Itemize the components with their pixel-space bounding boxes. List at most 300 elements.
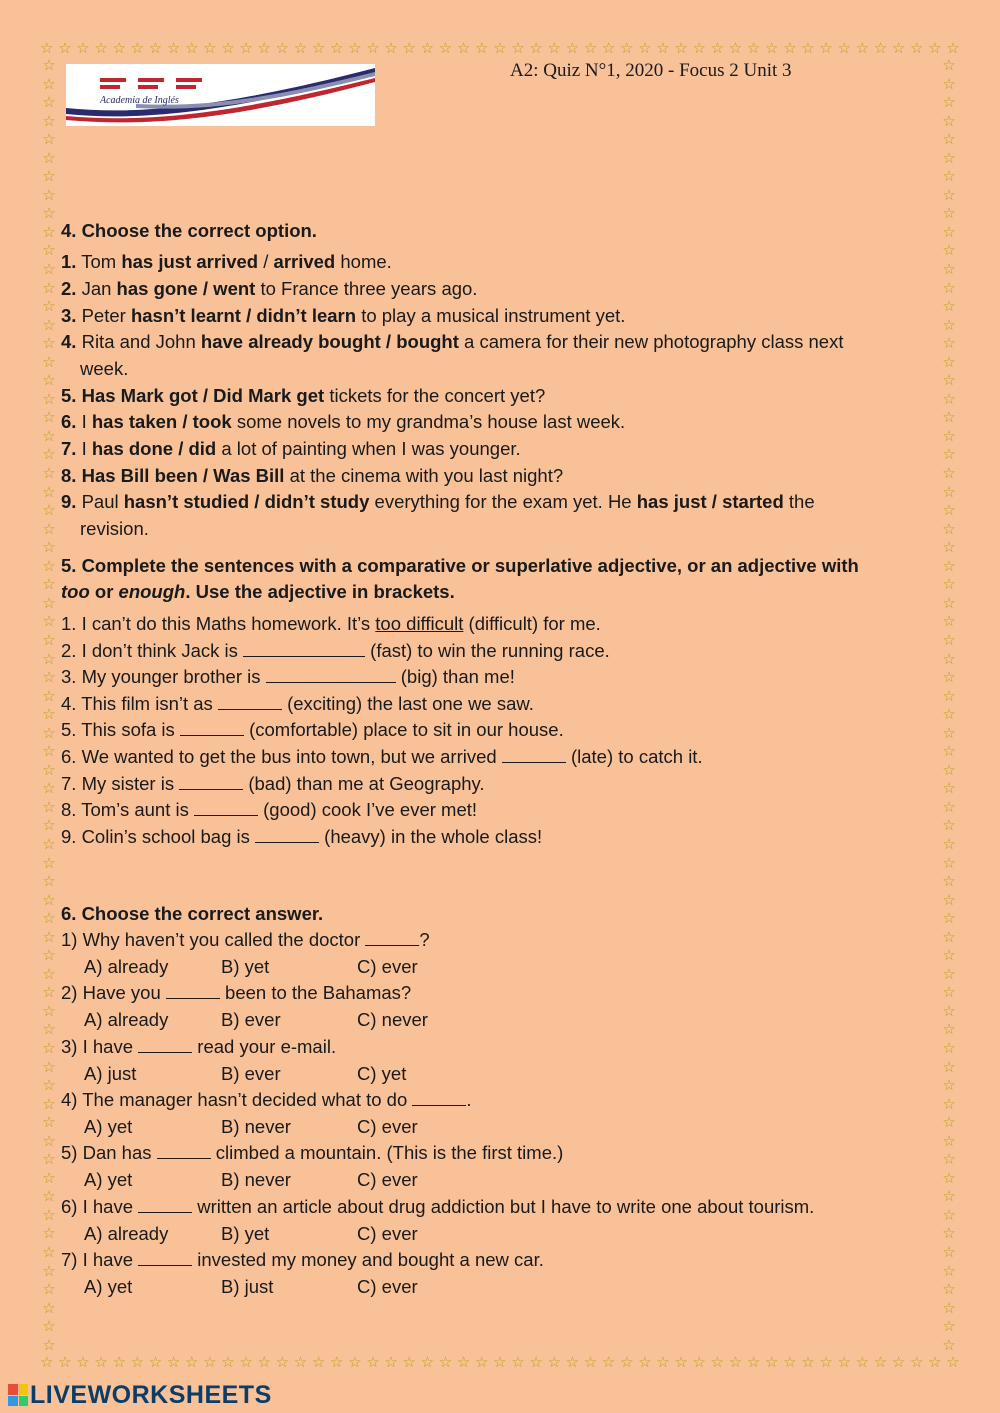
star-icon: ☆ xyxy=(746,40,761,57)
item-text: 6. We wanted to get the bus into town, but we arrived xyxy=(61,746,502,767)
answer-blank[interactable] xyxy=(243,639,365,657)
star-icon: ☆ xyxy=(42,780,56,798)
star-icon: ☆ xyxy=(855,40,870,57)
choice-options[interactable]: arrived xyxy=(273,251,336,272)
star-icon: ☆ xyxy=(257,1354,271,1371)
star-icon: ☆ xyxy=(42,1206,56,1224)
item-text: Rita and John xyxy=(81,331,201,352)
star-icon: ☆ xyxy=(148,1354,163,1371)
star-icon: ☆ xyxy=(42,75,56,93)
item-text: a camera for their new photography class next xyxy=(458,331,844,352)
star-icon: ☆ xyxy=(402,1354,416,1371)
star-icon: ☆ xyxy=(185,1354,199,1371)
item-text: everything for the exam yet. He xyxy=(369,491,637,512)
item-text: (comfortable) place to sit in our house. xyxy=(243,719,564,741)
answer-option[interactable]: A) just xyxy=(84,1062,137,1084)
answer-blank[interactable] xyxy=(218,692,282,710)
star-icon: ☆ xyxy=(94,1354,108,1371)
fill-item xyxy=(61,665,515,689)
question-text: 5) Dan has xyxy=(61,1142,157,1164)
star-icon: ☆ xyxy=(42,94,56,112)
answer-option[interactable]: C) ever xyxy=(357,1115,418,1137)
item-text: 2. I don’t think Jack is xyxy=(61,639,244,661)
star-icon: ☆ xyxy=(420,1354,435,1371)
star-icon: ☆ xyxy=(42,761,56,779)
star-icon: ☆ xyxy=(942,631,956,649)
star-icon: ☆ xyxy=(42,502,56,520)
fill-item xyxy=(61,798,477,822)
item-text: the xyxy=(783,491,815,512)
option-item xyxy=(61,464,563,488)
answer-option[interactable]: C) never xyxy=(357,1009,428,1031)
star-icon: ☆ xyxy=(76,40,90,57)
star-icon: ☆ xyxy=(42,1244,56,1261)
item-text: Peter xyxy=(81,305,131,326)
fill-item xyxy=(61,612,601,636)
star-icon: ☆ xyxy=(42,465,56,483)
item-number: 3. xyxy=(61,305,77,326)
star-border-right xyxy=(940,58,958,1354)
answer-option[interactable]: B) yet xyxy=(221,956,270,977)
star-icon: ☆ xyxy=(42,446,56,464)
star-icon: ☆ xyxy=(942,502,956,520)
star-icon: ☆ xyxy=(42,149,56,167)
star-icon: ☆ xyxy=(493,1354,507,1371)
star-icon: ☆ xyxy=(42,279,56,297)
star-icon: ☆ xyxy=(58,1354,72,1371)
star-icon: ☆ xyxy=(942,539,956,557)
star-icon: ☆ xyxy=(942,650,956,668)
star-icon: ☆ xyxy=(42,650,56,668)
item-number: 9. xyxy=(61,491,77,512)
star-icon: ☆ xyxy=(42,390,56,408)
star-icon: ☆ xyxy=(42,947,56,965)
star-icon: ☆ xyxy=(311,40,326,57)
star-icon: ☆ xyxy=(257,40,271,57)
star-icon: ☆ xyxy=(942,149,956,167)
item-text: (exciting) the last one we saw. xyxy=(281,692,534,714)
school-logo xyxy=(66,64,375,126)
star-icon: ☆ xyxy=(601,40,616,57)
star-icon: ☆ xyxy=(275,1354,290,1371)
star-icon: ☆ xyxy=(942,557,956,575)
item-text: I xyxy=(81,438,92,459)
star-icon: ☆ xyxy=(366,1354,380,1371)
star-icon: ☆ xyxy=(42,427,56,445)
star-icon: ☆ xyxy=(638,40,652,57)
star-icon: ☆ xyxy=(511,1354,525,1371)
question-text: 2) Have you xyxy=(61,982,166,1004)
star-icon: ☆ xyxy=(42,409,56,427)
star-icon: ☆ xyxy=(511,40,525,57)
choice-options[interactable]: Has Bill been / Was Bill xyxy=(81,465,290,486)
star-icon: ☆ xyxy=(475,40,489,57)
answer-blank[interactable] xyxy=(166,981,220,999)
answer-option[interactable]: B) never xyxy=(221,1115,291,1137)
star-icon: ☆ xyxy=(42,817,56,835)
item-text: 9. Colin’s school bag is xyxy=(61,825,256,847)
star-icon: ☆ xyxy=(42,1002,56,1020)
item-text: to play a musical instrument yet. xyxy=(356,305,626,326)
example-answer: too difficult xyxy=(375,613,464,634)
answer-blank[interactable] xyxy=(502,745,566,763)
answer-option[interactable]: A) yet xyxy=(84,1169,133,1191)
star-icon: ☆ xyxy=(475,1354,489,1371)
liveworksheets-logo-icon xyxy=(8,1384,28,1406)
star-icon: ☆ xyxy=(438,40,453,57)
star-icon: ☆ xyxy=(42,1039,56,1057)
star-icon: ☆ xyxy=(656,40,670,57)
star-icon: ☆ xyxy=(638,1354,652,1371)
star-icon: ☆ xyxy=(456,1354,471,1371)
question-text: . xyxy=(466,1088,472,1110)
star-icon: ☆ xyxy=(42,1262,56,1280)
star-icon: ☆ xyxy=(42,353,56,371)
star-icon: ☆ xyxy=(942,1318,956,1336)
choice-options[interactable]: has just arrived xyxy=(121,251,259,272)
star-icon: ☆ xyxy=(942,1244,956,1261)
star-icon: ☆ xyxy=(942,817,956,835)
star-icon: ☆ xyxy=(76,1354,90,1371)
answer-option[interactable]: C) ever xyxy=(357,956,418,977)
option-item xyxy=(61,330,843,354)
question-text: written an article about drug addiction but I have to write one about tourism. xyxy=(192,1195,815,1217)
item-text: a lot of painting when I was younger. xyxy=(216,438,521,459)
star-icon: ☆ xyxy=(58,40,72,57)
star-icon: ☆ xyxy=(203,40,217,57)
star-icon: ☆ xyxy=(942,1206,956,1224)
item-text: home. xyxy=(335,251,392,272)
star-icon: ☆ xyxy=(42,1132,56,1150)
star-icon: ☆ xyxy=(801,40,815,57)
section5-heading-line2: too or enough. Use the adjective in brackets. xyxy=(61,581,455,602)
star-icon: ☆ xyxy=(366,40,380,57)
star-icon: ☆ xyxy=(942,780,956,798)
item-number: 1. xyxy=(61,251,77,272)
item-text: Paul xyxy=(81,491,124,512)
star-icon: ☆ xyxy=(293,1354,308,1371)
star-icon: ☆ xyxy=(239,40,253,57)
star-icon: ☆ xyxy=(42,1299,56,1317)
answer-blank[interactable] xyxy=(255,825,319,843)
star-icon: ☆ xyxy=(348,40,362,57)
star-icon: ☆ xyxy=(42,520,56,538)
star-icon: ☆ xyxy=(42,576,56,594)
star-icon: ☆ xyxy=(942,131,956,149)
answer-option[interactable]: C) yet xyxy=(357,1062,407,1084)
star-icon: ☆ xyxy=(42,1114,56,1132)
star-border-bottom xyxy=(40,1354,960,1372)
item-text: (good) cook I’ve ever met! xyxy=(258,799,478,821)
choice-options[interactable]: hasn’t learnt / didn’t learn xyxy=(130,305,357,326)
item-number: 5. xyxy=(61,385,77,406)
answer-option[interactable]: C) ever xyxy=(357,1169,418,1191)
question-text: 7) I have xyxy=(61,1248,139,1270)
star-icon: ☆ xyxy=(783,40,797,57)
star-icon: ☆ xyxy=(942,1095,956,1113)
star-icon: ☆ xyxy=(942,947,956,965)
choice-options[interactable]: has gone / went xyxy=(116,278,261,299)
answer-blank[interactable] xyxy=(365,928,419,946)
answer-blank[interactable] xyxy=(138,1248,192,1266)
question xyxy=(61,1195,814,1219)
answer-blank[interactable] xyxy=(138,1195,192,1213)
answer-option[interactable]: A) yet xyxy=(84,1275,133,1297)
liveworksheets-brand xyxy=(8,1380,272,1410)
question-text: climbed a mountain. (This is the first time.) xyxy=(210,1142,564,1164)
star-icon: ☆ xyxy=(42,1077,56,1095)
star-icon: ☆ xyxy=(42,316,56,334)
star-icon: ☆ xyxy=(942,75,956,93)
star-icon: ☆ xyxy=(130,1354,145,1371)
star-icon: ☆ xyxy=(42,242,56,260)
star-icon: ☆ xyxy=(42,261,56,279)
star-icon: ☆ xyxy=(275,40,290,57)
option-item xyxy=(61,437,521,461)
star-icon: ☆ xyxy=(42,594,56,612)
star-icon: ☆ xyxy=(942,409,956,427)
answer-option[interactable]: C) ever xyxy=(357,1275,418,1297)
star-icon: ☆ xyxy=(873,40,888,57)
item-number: 7. xyxy=(61,438,77,459)
answer-blank[interactable] xyxy=(266,665,396,683)
star-icon: ☆ xyxy=(239,1354,253,1371)
question-text: 4) The manager hasn’t decided what to do xyxy=(61,1088,413,1110)
answer-option[interactable]: B) yet xyxy=(221,1222,270,1244)
answer-blank[interactable] xyxy=(180,718,244,736)
answer-blank[interactable] xyxy=(138,1035,192,1053)
item-text: to France three years ago. xyxy=(260,278,478,299)
section5-heading-line1: 5. Complete the sentences with a comparative or superlative adjective, or an adjective with xyxy=(61,555,859,576)
fill-item xyxy=(61,692,534,716)
choice-options[interactable]: have already bought / bought xyxy=(200,331,459,352)
star-icon: ☆ xyxy=(384,40,398,57)
item-text: at the cinema with you last night? xyxy=(289,465,564,486)
star-icon: ☆ xyxy=(42,965,56,983)
answer-option[interactable]: A) already xyxy=(84,956,169,977)
star-icon: ☆ xyxy=(42,928,56,946)
star-icon: ☆ xyxy=(942,1058,956,1076)
star-icon: ☆ xyxy=(42,483,56,501)
choice-separator: / xyxy=(258,251,274,272)
star-icon: ☆ xyxy=(942,1114,956,1132)
item-text: 5. This sofa is xyxy=(61,719,180,741)
answer-option[interactable]: C) ever xyxy=(357,1222,418,1244)
star-icon: ☆ xyxy=(42,687,56,705)
star-icon: ☆ xyxy=(873,1354,888,1371)
star-icon: ☆ xyxy=(928,1354,942,1371)
answer-option[interactable]: B) just xyxy=(221,1275,274,1297)
star-icon: ☆ xyxy=(942,335,956,353)
star-icon: ☆ xyxy=(710,1354,725,1371)
star-icon: ☆ xyxy=(942,1132,956,1150)
answer-blank[interactable] xyxy=(412,1088,466,1106)
star-icon: ☆ xyxy=(438,1354,453,1371)
star-icon: ☆ xyxy=(547,40,561,57)
star-icon: ☆ xyxy=(674,1354,688,1371)
star-icon: ☆ xyxy=(942,613,956,631)
answer-option[interactable]: A) already xyxy=(84,1222,169,1244)
choice-options[interactable]: has done / did xyxy=(91,438,217,459)
star-icon: ☆ xyxy=(942,298,956,316)
answer-option[interactable]: A) yet xyxy=(84,1115,133,1137)
star-icon: ☆ xyxy=(547,1354,561,1371)
star-icon: ☆ xyxy=(42,669,56,687)
question-text: 3) I have xyxy=(61,1035,139,1057)
star-icon: ☆ xyxy=(942,1169,956,1187)
star-icon: ☆ xyxy=(130,40,145,57)
item-text: (bad) than me at Geography. xyxy=(243,772,485,794)
star-icon: ☆ xyxy=(746,1354,761,1371)
star-icon: ☆ xyxy=(565,40,580,57)
answer-blank[interactable] xyxy=(179,772,243,790)
star-icon: ☆ xyxy=(42,557,56,575)
star-icon: ☆ xyxy=(942,465,956,483)
star-icon: ☆ xyxy=(42,1021,56,1039)
star-icon: ☆ xyxy=(620,40,634,57)
item-number: 8. xyxy=(61,465,77,486)
star-icon: ☆ xyxy=(493,40,507,57)
fill-item xyxy=(61,639,610,663)
answer-blank[interactable] xyxy=(157,1141,211,1159)
star-icon: ☆ xyxy=(942,798,956,816)
choice-options[interactable]: Has Mark got / Did Mark get xyxy=(81,385,330,406)
star-icon: ☆ xyxy=(42,223,56,241)
item-text: 3. My younger brother is xyxy=(61,666,266,688)
question xyxy=(61,1035,336,1059)
star-icon: ☆ xyxy=(348,1354,362,1371)
star-icon: ☆ xyxy=(942,390,956,408)
star-icon: ☆ xyxy=(942,427,956,445)
choice-options[interactable]: has just / started xyxy=(636,491,784,512)
item-text: 8. Tom’s aunt is xyxy=(61,799,194,821)
star-icon: ☆ xyxy=(942,835,956,853)
star-icon: ☆ xyxy=(942,743,956,761)
star-icon: ☆ xyxy=(203,1354,217,1371)
star-icon: ☆ xyxy=(783,1354,797,1371)
answer-option[interactable]: B) never xyxy=(221,1169,291,1191)
star-icon: ☆ xyxy=(942,279,956,297)
item-continuation: week. xyxy=(80,358,129,379)
star-icon: ☆ xyxy=(928,40,942,57)
star-icon: ☆ xyxy=(42,1225,56,1243)
item-text: (late) to catch it. xyxy=(565,746,703,767)
star-icon: ☆ xyxy=(801,1354,815,1371)
star-icon: ☆ xyxy=(946,40,960,57)
option-item xyxy=(61,250,392,274)
star-icon: ☆ xyxy=(946,1354,960,1371)
star-icon: ☆ xyxy=(42,613,56,631)
star-icon: ☆ xyxy=(910,1354,924,1371)
item-text: tickets for the concert yet? xyxy=(329,385,546,406)
star-icon: ☆ xyxy=(42,1318,56,1336)
star-icon: ☆ xyxy=(942,242,956,260)
question-text: ? xyxy=(419,929,430,950)
option-item xyxy=(61,410,625,434)
star-icon: ☆ xyxy=(728,40,743,57)
choice-options[interactable]: has taken / took xyxy=(91,411,237,432)
star-icon: ☆ xyxy=(166,1354,181,1371)
star-icon: ☆ xyxy=(837,40,851,57)
star-icon: ☆ xyxy=(942,186,956,204)
star-icon: ☆ xyxy=(42,205,56,223)
star-icon: ☆ xyxy=(942,594,956,612)
star-icon: ☆ xyxy=(942,353,956,371)
star-icon: ☆ xyxy=(221,40,235,57)
star-icon: ☆ xyxy=(42,131,56,149)
star-icon: ☆ xyxy=(42,57,56,74)
item-number: 2. xyxy=(61,278,77,299)
item-text: I xyxy=(81,411,92,432)
star-icon: ☆ xyxy=(837,1354,851,1371)
brand-text: LIVEWORKSHEETS xyxy=(30,1380,272,1409)
star-icon: ☆ xyxy=(942,724,956,742)
star-icon: ☆ xyxy=(583,1354,598,1371)
star-icon: ☆ xyxy=(42,706,56,724)
item-text: (big) than me! xyxy=(395,666,515,688)
section6-heading: 6. Choose the correct answer. xyxy=(61,903,324,924)
star-icon: ☆ xyxy=(942,984,956,1002)
star-border-top xyxy=(40,40,960,58)
option-item xyxy=(61,490,815,514)
fill-item xyxy=(61,772,485,796)
star-icon: ☆ xyxy=(420,40,435,57)
item-number: 4. xyxy=(61,331,77,352)
star-icon: ☆ xyxy=(942,928,956,946)
star-icon: ☆ xyxy=(942,112,956,130)
star-icon: ☆ xyxy=(942,1021,956,1039)
star-icon: ☆ xyxy=(42,168,56,186)
star-icon: ☆ xyxy=(942,520,956,538)
star-icon: ☆ xyxy=(942,1077,956,1095)
item-text: 7. My sister is xyxy=(61,772,180,794)
star-icon: ☆ xyxy=(942,1299,956,1317)
star-icon: ☆ xyxy=(330,1354,344,1371)
question xyxy=(61,981,411,1005)
star-icon: ☆ xyxy=(942,168,956,186)
star-icon: ☆ xyxy=(42,798,56,816)
item-text: Jan xyxy=(81,278,117,299)
item-text: (difficult) for me. xyxy=(463,613,601,634)
question-text: invested my money and bought a new car. xyxy=(192,1248,544,1270)
answer-option[interactable]: B) ever xyxy=(221,1009,281,1031)
answer-blank[interactable] xyxy=(194,798,258,816)
star-icon: ☆ xyxy=(42,372,56,390)
choice-options[interactable]: hasn’t studied / didn’t study xyxy=(123,491,370,512)
star-icon: ☆ xyxy=(42,335,56,353)
star-icon: ☆ xyxy=(942,483,956,501)
star-icon: ☆ xyxy=(942,316,956,334)
answer-option[interactable]: B) ever xyxy=(221,1062,281,1084)
star-icon: ☆ xyxy=(112,40,126,57)
star-icon: ☆ xyxy=(942,873,956,891)
star-icon: ☆ xyxy=(148,40,163,57)
item-continuation: revision. xyxy=(80,518,149,539)
star-icon: ☆ xyxy=(656,1354,670,1371)
star-icon: ☆ xyxy=(384,1354,398,1371)
star-icon: ☆ xyxy=(942,1262,956,1280)
option-item xyxy=(61,277,477,301)
star-icon: ☆ xyxy=(42,873,56,891)
star-icon: ☆ xyxy=(583,40,598,57)
item-text: 1. I can’t do this Maths homework. It’s xyxy=(61,613,376,634)
star-icon: ☆ xyxy=(942,1225,956,1243)
star-icon: ☆ xyxy=(529,1354,543,1371)
answer-option[interactable]: A) already xyxy=(84,1009,169,1031)
star-icon: ☆ xyxy=(42,835,56,853)
star-icon: ☆ xyxy=(42,891,56,909)
item-text: (heavy) in the whole class! xyxy=(319,825,543,847)
